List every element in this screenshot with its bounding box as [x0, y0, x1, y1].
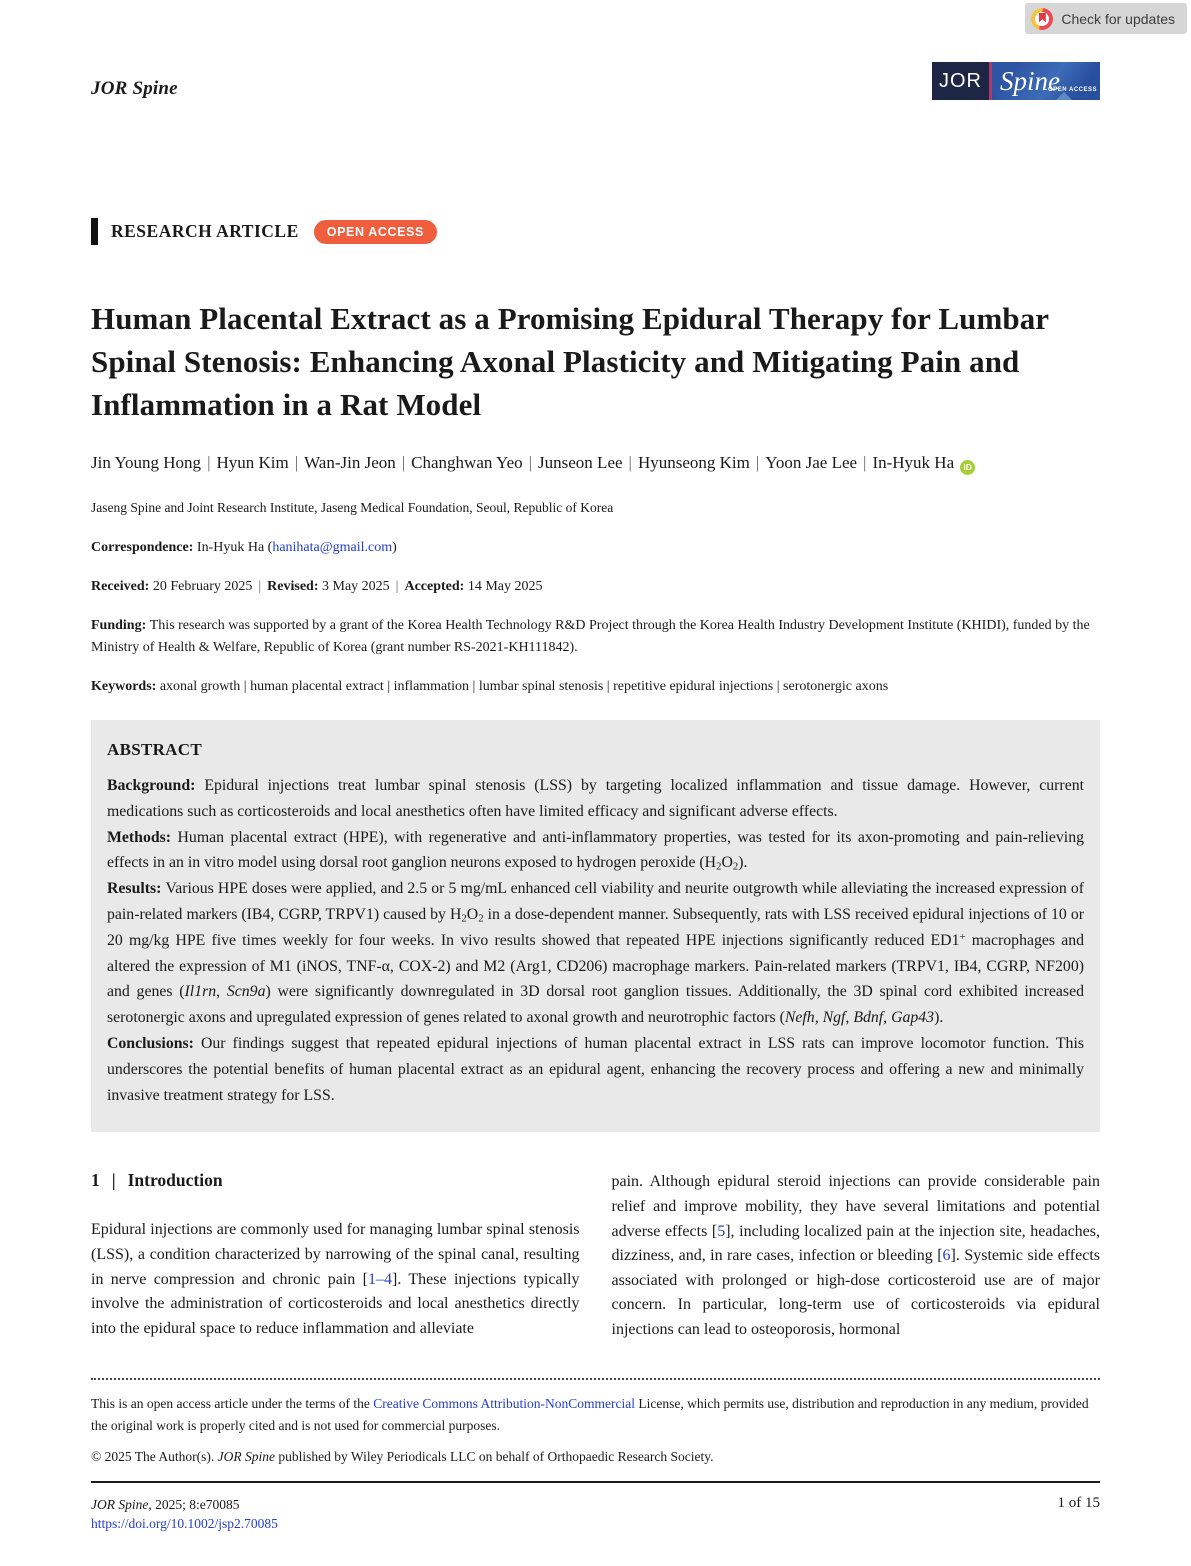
article-type-label: RESEARCH ARTICLE — [111, 221, 299, 241]
masthead — [91, 0, 1100, 100]
dates-line: Received: 20 February 2025 | Revised: 3 May 2025 | Accepted: 14 May 2025 — [91, 579, 543, 594]
logo-spine-box — [992, 62, 1100, 100]
article-type-row — [91, 218, 1100, 245]
open-access-badge[interactable]: OPEN ACCESS — [314, 220, 437, 244]
affiliation: Jaseng Spine and Joint Research Institute, Jaseng Medical Foundation, Seoul, Republic of Korea — [91, 500, 614, 515]
funding-line: Funding: This research was supported by a grant of the Korea Health Technology R&D Project through the Korea Health Industry Development Institute (KHIDI), funded by the Ministry of Health & Welfare, Republic of Korea (grant number RS-2021-KH111842). — [91, 618, 1090, 655]
citation-link-1-4[interactable]: 1–4 — [367, 1270, 392, 1288]
footer-divider — [91, 1481, 1100, 1483]
abstract-background: Background: Epidural injections treat lumbar spinal stenosis (LSS) by targeting localized inflammation and tissue damage. However, current medications such as corticosteroids and local anesthetics often have limited efficacy and significant adverse effects. — [107, 777, 1084, 820]
citation-link-6[interactable]: 6 — [942, 1247, 951, 1265]
dotted-divider — [91, 1378, 1100, 1380]
check-for-updates-button[interactable] — [1025, 3, 1187, 34]
journal-logo — [932, 62, 1100, 100]
correspondence-email-link[interactable]: hanihata@gmail.com — [272, 540, 393, 555]
article-title: Human Placental Extract as a Promising Epidural Therapy for Lumbar Spinal Stenosis: Enhancing Axonal Plasticity and Mitigating Pain and Inflammation in a Rat Model — [91, 301, 1049, 422]
logo-spine-text: Spine — [1000, 65, 1060, 96]
introduction-heading: 1 | Introduction — [91, 1170, 223, 1191]
footer-bottom-row — [91, 1495, 1100, 1533]
journal-name: JOR Spine — [91, 78, 178, 99]
page-number: 1 of 15 — [1057, 1494, 1100, 1511]
cc-license-link[interactable]: Creative Commons Attribution-NonCommercial — [373, 1395, 635, 1411]
doi-line — [91, 1514, 278, 1533]
logo-triangle — [1056, 92, 1072, 100]
body-columns — [91, 1170, 1100, 1342]
correspondence-line: Correspondence: In-Hyuk Ha (hanihata@gmail.com) — [91, 540, 397, 555]
crossmark-icon — [1031, 8, 1053, 30]
check-for-updates-label: Check for updates — [1061, 10, 1175, 27]
introduction-paragraph-right: pain. Although epidural steroid injections can provide considerable pain relief and improve mobility, they have several limitations and potential adverse effects [5], including localized pain at the injection site, headaches, dizziness, and, in rare cases, infection or bleeding [6]. Systemic side effects associated with prolonged or high-dose corticosteroid use are of major concern. In particular, long-term use of corticosteroids via epidural injections can lead to osteoporosis, hormonal — [611, 1173, 1101, 1338]
logo-jor-text: JOR — [932, 62, 989, 100]
abstract-methods: Methods: Human placental extract (HPE), with regenerative and anti-inflammatory properties, was tested for its axon-promoting and pain-relieving effects in an in vitro model using dorsal root ganglion neurons exposed to hydrogen peroxide (H2O2). — [107, 828, 1084, 874]
abstract-results: Results: Various HPE doses were applied, and 2.5 or 5 mg/mL enhanced cell viability and neurite outgrowth while alleviating the increased expression of pain-related markers (IB4, CGRP, TRPV1) caused by H2O2 in a dose-dependent manner. Subsequently, rats with LSS received epidural injections of 10 or 20 mg/kg HPE five times weekly for four weeks. In vivo results showed that repeated HPE injections significantly reduced ED1+ macrophages and altered the expression of M1 (iNOS, TNF-α, COX-2) and M2 (Arg1, CD206) macrophage markers. Pain-related markers (TRPV1, IB4, CGRP, NF200) and genes (Il1rn, Scn9a) were significantly downregulated in 3D dorsal root ganglion tissues. Additionally, the 3D spinal cord exhibited increased serotonergic axons and upregulated expression of genes related to axonal growth and neurotrophic factors (Nefh, Ngf, Bdnf, Gap43). — [107, 880, 1085, 1027]
orcid-icon[interactable]: iD — [960, 460, 975, 475]
introduction-paragraph-left: Epidural injections are commonly used for managing lumbar spinal stenosis (LSS), a condition characterized by narrowing of the spinal canal, resulting in nerve compression and chronic pain [1–4]. These injections typically involve the administration of corticosteroids and local anesthetics directly into the epidural space to reduce inflammation and alleviate — [91, 1221, 580, 1337]
license-note: This is an open access article under the terms of the Creative Commons Attribution-NonCommercial License, which permits use, distribution and reproduction in any medium, provided the original work is properly cited and is not used for commercial purposes. — [91, 1395, 1089, 1433]
author-list: Jin Young Hong | Hyun Kim | Wan-Jin Jeon | Changhwan Yeo | Junseon Lee | Hyunseong Kim | Yoon Jae Lee | In-Hyuk Ha iD — [91, 449, 1100, 477]
article-type-bar — [91, 218, 98, 245]
logo-open-access-text: OPEN ACCESS — [1048, 87, 1097, 93]
doi-link[interactable]: https://doi.org/10.1002/jsp2.70085 — [91, 1515, 278, 1531]
abstract-conclusions: Conclusions: Our findings suggest that repeated epidural injections of human placental extract in LSS rats can improve locomotor function. This underscores the potential benefits of human placental extract as an epidural agent, enhancing the recovery process and offering a new and minimally invasive treatment strategy for LSS. — [107, 1034, 1084, 1104]
journal-citation: JOR Spine, 2025; 8:e70085 — [91, 1496, 240, 1512]
abstract-heading: ABSTRACT — [107, 740, 202, 759]
abstract-section — [91, 720, 1100, 1132]
right-column — [612, 1170, 1101, 1342]
citation-link-5[interactable]: 5 — [717, 1222, 726, 1240]
keywords-line: Keywords: axonal growth | human placental extract | inflammation | lumbar spinal stenosis | repetitive epidural injections | serotonergic axons — [91, 679, 889, 694]
copyright-note: © 2025 The Author(s). JOR Spine published by Wiley Periodicals LLC on behalf of Orthopaedic Research Society. — [91, 1448, 714, 1464]
left-column — [91, 1170, 580, 1342]
